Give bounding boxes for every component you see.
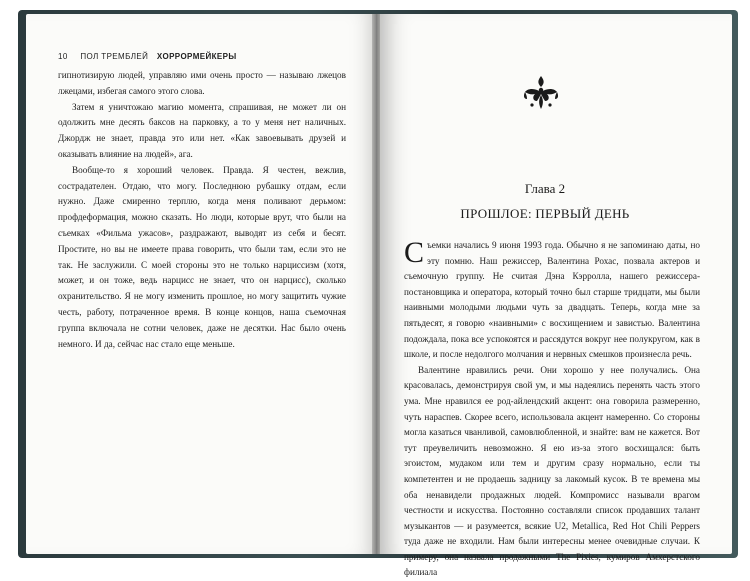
right-page-text bbox=[404, 238, 700, 581]
drop-cap: С bbox=[404, 236, 425, 269]
right-paragraph-1-text: ъемки начались 9 июня 1993 года. Обычно я не запоминаю даты, но эту помню. Наш режиссер, Валентина Рохас, позвала актеров и съемочную группу. Не считая Дэна Кэрролла, нашего режиссера-постановщика и оператора, который точно был старше тридцати, мы были наивными молодыми людьми чуть за двадцать. Теперь, когда мне за пятьдесят, я говорю «наивными» с восхищением и завистью. Валентина подождала, пока все успокоятся и рассядутся вокруг нее полукругом, как в школе, и после недолгого молчания и нервных смешков произнесла речь. bbox=[404, 240, 700, 360]
left-page-text bbox=[58, 68, 346, 352]
book-spine bbox=[372, 14, 380, 554]
running-header bbox=[58, 52, 338, 61]
fleuron-ornament-icon bbox=[521, 74, 561, 112]
left-paragraph-2: Затем я уничтожаю магию момента, спрашивая, не может ли он одолжить мне десять баксов на парковку, а то у меня нет наличных. Джордж не знает, правда это или нет. «Как завоевывать друзей и оказывать влияние на людей», ага. bbox=[58, 101, 346, 159]
left-paragraph-1: гипнотизирую людей, управляю ими очень просто — называю лжецов лжецами, избегая самого этого слова. bbox=[58, 70, 346, 96]
running-header-title: ХОРРОРМЕЙКЕРЫ bbox=[156, 52, 237, 61]
right-paragraph-2: Валентине нравились речи. Они хорошо у нее получались. Она красовалась, демонстрируя свой ум, и мы надеялись перенять часть этого ума. Мне нравился ее род-айлендский акцент: она говорила размеренно, чуть нараспев. Скорее всего, использовала акцент намеренно. Со стороны могла казаться чванливой, самовлюбленной, и знайте: вам не кажется. Вот тут преувеличить невозможно. Я ею из-за этого восхищался: быть эгоистом, мудаком или тем и другим сразу нормально, если ты компетентен и не продаешь задницу за лакомый кусок. В те времена мы оба ненавидели продажных людей. Компромисс называли врагом честности и искусства. Постоянно составляли список продавших талант музыкантов — и разумеется, всякие U2, Metallica, Red Hot Chili Peppers туда даже не входили. Нам были интересны менее очевидные случаи. К примеру, она назвала продажными The Pixies, кумиров Амхерстского филиала bbox=[404, 364, 700, 578]
running-header-author: ПОЛ ТРЕМБЛЕЙ bbox=[80, 52, 149, 61]
page-number: 10 bbox=[58, 52, 68, 61]
right-paragraph-1 bbox=[404, 238, 700, 363]
chapter-number: Глава 2 bbox=[524, 181, 566, 196]
chapter-title: ПРОШЛОЕ: ПЕРВЫЙ ДЕНЬ bbox=[460, 206, 630, 221]
left-paragraph-3: Вообще-то я хороший человек. Правда. Я честен, вежлив, сострадателен. Отдаю, что могу. Последнюю рубашку отдам, если нужно. Даже смиренно терплю, когда меня поливают дерьмом: профдеформация, можно сказать. Но люди, которые врут, что были на съемках «Фильма ужасов», раздражают, выводят из себя и бесят. Простите, но вы не имеете права говорить, что были там, если это не так. Не заслужили. С моей стороны это не только нарциссизм (хотя, может, и он тоже, ведь нарцисс не знает, что он нарцисс), сколько охранительство. Я не могу изменить прошлое, но могу защитить чужие честь, работу, потраченное время. В конце концов, наша съемочная группа включала не сотни человек, даже не десятки. Нас было очень немного. И да, сейчас нас стало еще меньше. bbox=[58, 164, 346, 349]
